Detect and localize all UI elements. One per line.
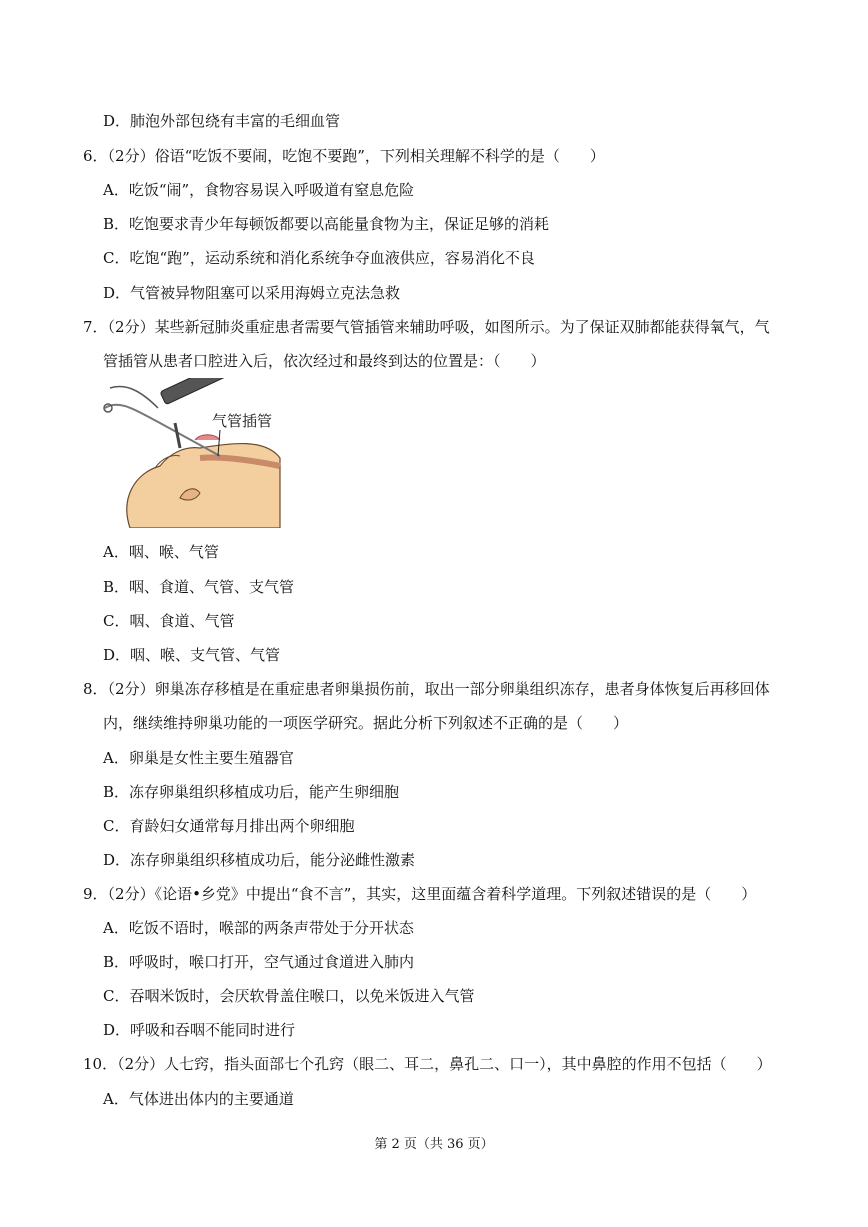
- option-a-q9: A．吃饭不语时，喉部的两条声带处于分开状态: [103, 919, 414, 937]
- page-footer: 第 2 页（共 36 页）: [374, 1137, 494, 1152]
- option-d-q5: D．肺泡外部包绕有丰富的毛细血管: [103, 112, 341, 130]
- question-7: 7．（2分）某些新冠肺炎重症患者需要气管插管来辅助呼吸，如图所示。为了保证双肺都能获得氧气，气: [83, 318, 770, 336]
- option-a-q7: A．咽、喉、气管: [103, 543, 219, 561]
- question-9: 9．（2分）《论语•乡党》中提出“食不言”，其实，这里面蕴含着科学道理。下列叙述错误的是（ ）: [83, 885, 757, 903]
- question-10: 10．（2分）人七窍，指头面部七个孔窍（眼二、耳二，鼻孔二、口一），其中鼻腔的作用不包括（ ）: [83, 1055, 772, 1073]
- question-7-cont: 管插管从患者口腔进入后，依次经过和最终到达的位置是：（ ）: [103, 352, 546, 370]
- option-a-q6: A．吃饭“闹”，食物容易误入呼吸道有窒息危险: [103, 181, 415, 199]
- option-d-q9: D．呼吸和吞咽不能同时进行: [103, 1021, 296, 1039]
- option-b-q9: B．呼吸时，喉口打开，空气通过食道进入肺内: [103, 953, 415, 971]
- option-a-q8: A．卵巢是女性主要生殖器官: [103, 749, 294, 767]
- question-6: 6．（2分）俗语“吃饭不要闹，吃饱不要跑”，下列相关理解不科学的是（ ）: [83, 147, 605, 165]
- question-8: 8．（2分）卵巢冻存移植是在重症患者卵巢损伤前，取出一部分卵巢组织冻存，患者身体恢复后再移回体: [83, 680, 770, 698]
- option-c-q7: C．咽、食道、气管: [103, 612, 235, 630]
- option-c-q9: C．吞咽米饭时，会厌软骨盖住喉口，以免米饭进入气管: [103, 987, 475, 1005]
- option-b-q6: B．吃饱要求青少年每顿饭都要以高能量食物为主，保证足够的消耗: [103, 215, 550, 233]
- intubation-illustration: [100, 378, 285, 528]
- intubation-figure: [100, 378, 285, 528]
- option-a-q10: A．气体进出体内的主要通道: [103, 1090, 294, 1108]
- option-d-q6: D．气管被异物阻塞可以采用海姆立克法急救: [103, 284, 401, 302]
- question-8-cont: 内，继续维持卵巢功能的一项医学研究。据此分析下列叙述不正确的是（ ）: [103, 714, 629, 732]
- option-b-q8: B．冻存卵巢组织移植成功后，能产生卵细胞: [103, 783, 400, 801]
- figure-label: 气管插管: [212, 412, 273, 430]
- option-d-q8: D．冻存卵巢组织移植成功后，能分泌雌性激素: [103, 851, 416, 869]
- option-c-q6: C．吃饱“跑”，运动系统和消化系统争夺血液供应，容易消化不良: [103, 249, 535, 267]
- option-d-q7: D．咽、喉、支气管、气管: [103, 646, 281, 664]
- option-b-q7: B．咽、食道、气管、支气管: [103, 578, 295, 596]
- option-c-q8: C．育龄妇女通常每月排出两个卵细胞: [103, 817, 355, 835]
